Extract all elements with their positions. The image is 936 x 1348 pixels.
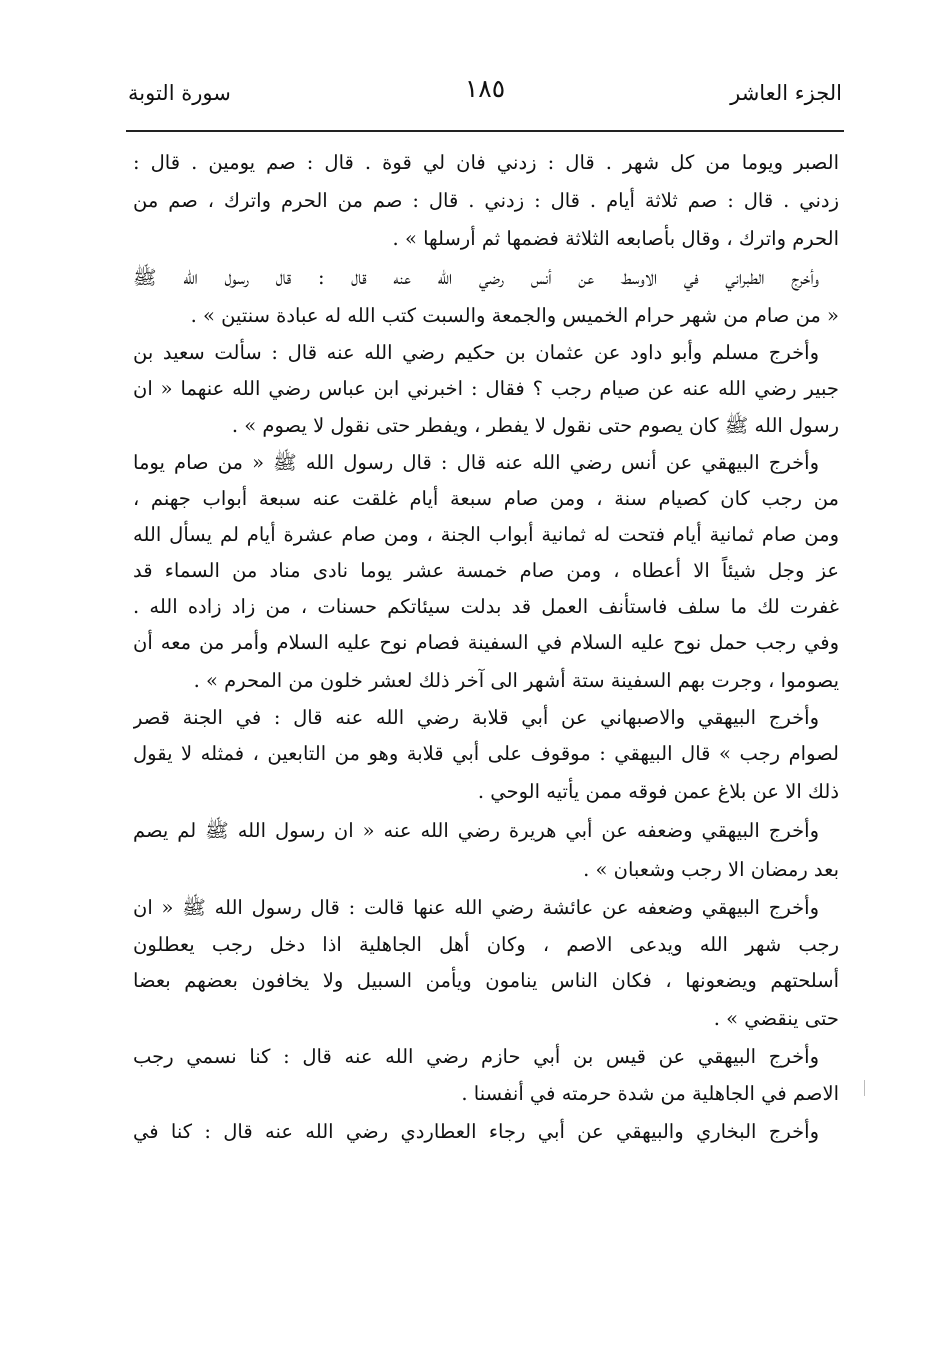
text-line: الصبر ويوما من كل شهر . قال : زدني فان لي قوة . قال : صم يومين . قال : (133, 151, 839, 174)
text-line: ومن صام ثمانية أيام فتحت له ثمانية أبواب الجنة ، ومن صام عشرة أيام لم يسأل الله (133, 523, 839, 546)
text-line: ذلك الا عن بلاغ عمن فوقه ممن يأتيه الوحي . (477, 780, 839, 803)
text-line: وأخرج البيهقي والاصبهاني عن أبي قلابة رضي الله عنه قال : في الجنة قصر (133, 706, 819, 729)
running-header (128, 72, 842, 116)
text-line: بعد رمضان الا رجب وشعبان » . (583, 858, 839, 881)
text-line: وأخرج مسلم وأبو داود عن عثمان بن حكيم رضي الله عنه قال : سألت سعيد بن (133, 341, 819, 364)
text-line: يصوموا ، وجرت بهم السفينة ستة أشهر الى آخر ذلك لعشر خلون من المحرم » . (193, 669, 839, 692)
text-line: وأخرج البيهقي وضعفه عن عائشة رضي الله عنها قالت : قال رسول الله ﷺ « ان (133, 896, 819, 919)
text-line: الحرم واترك ، وقال بأصابعه الثلاثة فضمها ثم أرسلها » . (392, 227, 839, 250)
volume-title: الجزء العاشر (730, 81, 842, 105)
header-rule (126, 130, 844, 132)
scan-mark (864, 1080, 865, 1096)
page-number: ١٨٥ (464, 74, 506, 103)
text-line: لصوام رجب » قال البيهقي : موقوف على أبي قلابة وهو من التابعين ، فمثله لا يقول (133, 742, 839, 765)
text-line: وأخرج البيهقي وضعفه عن أبي هريرة رضي الله عنه « ان رسول الله ﷺ لم يصم (133, 819, 819, 842)
text-line: وأخرج الطبراني في الاوسط عن أنس رضي الله عنه قال : قال رسول الله ﷺ (133, 266, 819, 289)
text-line: حتى ينقضي » . (713, 1007, 839, 1030)
text-line: وأخرج البيهقي عن أنس رضي الله عنه قال : قال رسول الله ﷺ « من صام يوما (133, 451, 819, 474)
text-line: رجب شهر الله ويدعى الاصم ، وكان أهل الجاهلية اذا دخل رجب يعطلون (133, 933, 839, 956)
text-line: وفي رجب حمل نوح عليه السلام في السفينة فصام نوح عليه السلام وأمر من معه أن (133, 631, 839, 654)
text-line: « من صام من شهر حرام الخميس والجمعة والسبت كتب الله له عبادة سنتين » . (190, 304, 839, 327)
text-line: عز وجل شيئاً الا أعطاه ، ومن صام خمسة عشر يوما نادى مناد من السماء قد (133, 559, 839, 582)
text-line: رسول الله ﷺ كان يصوم حتى نقول لا يفطر ، ويفطر حتى نقول لا يصوم » . (231, 414, 839, 437)
text-line: من رجب كان كصيام سنة ، ومن صام سبعة أيام غلقت عنه سبعة أبواب جهنم ، (133, 487, 839, 510)
text-line: جبير رضي الله عنه عن صيام رجب ؟ فقال : اخبرني ابن عباس رضي الله عنهما « ان (133, 377, 839, 400)
text-line: وأخرج البخاري والبيهقي عن أبي رجاء العطاردي رضي الله عنه قال : كنا في (133, 1120, 819, 1143)
text-line: الاصم في الجاهلية من شدة حرمته في أنفسنا . (461, 1082, 839, 1105)
text-line: غفرت لك ما سلف فاستأنف العمل قد بدلت سيئاتكم حسنات ، من زاد زاده الله . (133, 595, 839, 618)
text-line: وأخرج البيهقي عن قيس بن أبي حازم رضي الله عنه قال : كنا نسمي رجب (133, 1045, 819, 1068)
text-line: أسلحتهم ويضعونها ، فكان الناس ينامون ويأمن السبيل ولا يخافون بعضهم بعضا (133, 969, 839, 992)
main-text (133, 144, 839, 1151)
text-line: زدني . قال : صم ثلاثة أيام . قال : زدني . قال : صم من الحرم واترك ، صم من (133, 189, 839, 212)
surah-title: سورة التوبة (128, 81, 231, 105)
